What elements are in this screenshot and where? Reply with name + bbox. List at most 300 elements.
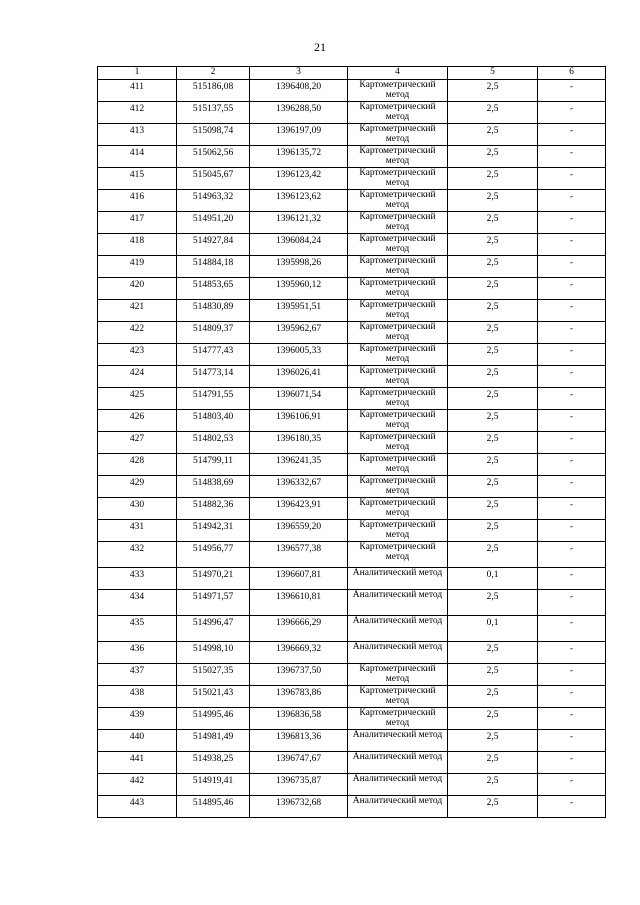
cell-text: - [569, 434, 574, 444]
x-coordinate-cell [177, 344, 250, 366]
cell-text: - [569, 570, 574, 580]
point-number-cell [98, 664, 177, 686]
point-number-cell [98, 146, 177, 168]
cell-text: Картометрический метод [359, 388, 436, 408]
y-coordinate-cell [250, 568, 348, 590]
accuracy-cell [448, 520, 538, 542]
x-coordinate-cell [177, 730, 250, 752]
method-cell [348, 590, 448, 616]
cell-text: 441 [129, 754, 145, 764]
note-cell [538, 752, 606, 774]
note-cell [538, 454, 606, 476]
cell-text: 1396197,09 [275, 126, 322, 136]
cell-text: Аналитический метод [352, 730, 443, 740]
table-row [98, 410, 606, 432]
y-coordinate-cell [250, 686, 348, 708]
cell-text: 415 [129, 170, 145, 180]
y-coordinate-cell [250, 366, 348, 388]
x-coordinate-cell [177, 190, 250, 212]
cell-text: 2,5 [486, 82, 499, 92]
x-coordinate-cell [177, 752, 250, 774]
cell-text: 514938,25 [192, 754, 234, 764]
cell-text: 2,5 [486, 214, 499, 224]
accuracy-cell [448, 388, 538, 410]
cell-text: Картометрический метод [359, 366, 436, 386]
cell-text: 2,5 [486, 798, 499, 808]
accuracy-cell [448, 234, 538, 256]
point-number-cell [98, 568, 177, 590]
table-row [98, 642, 606, 664]
method-cell [348, 146, 448, 168]
x-coordinate-cell [177, 542, 250, 568]
table-row [98, 80, 606, 102]
y-coordinate-cell [250, 190, 348, 212]
cell-text: 2,5 [486, 434, 499, 444]
cell-text: 514996,47 [192, 618, 234, 628]
y-coordinate-cell [250, 590, 348, 616]
cell-text: 515098,74 [192, 126, 234, 136]
method-cell [348, 568, 448, 590]
note-cell [538, 344, 606, 366]
cell-text: - [569, 754, 574, 764]
x-coordinate-cell [177, 102, 250, 124]
cell-text: 1396423,91 [275, 500, 322, 510]
method-cell [348, 730, 448, 752]
cell-text: 414 [129, 148, 145, 158]
cell-text: 2,5 [486, 478, 499, 488]
cell-text: 2,5 [486, 192, 499, 202]
cell-text: 431 [129, 522, 145, 532]
cell-text: 1396813,36 [275, 732, 322, 742]
cell-text: 442 [129, 776, 145, 786]
x-coordinate-cell [177, 590, 250, 616]
cell-text: 1396577,38 [275, 544, 322, 554]
x-coordinate-cell [177, 300, 250, 322]
x-coordinate-cell [177, 432, 250, 454]
x-coordinate-cell [177, 80, 250, 102]
method-cell [348, 300, 448, 322]
cell-text: Картометрический метод [359, 322, 436, 342]
note-cell [538, 568, 606, 590]
y-coordinate-cell [250, 642, 348, 664]
cell-text: 1396735,87 [275, 776, 322, 786]
cell-text: - [569, 170, 574, 180]
cell-text: Картометрический метод [359, 190, 436, 210]
accuracy-cell [448, 146, 538, 168]
cell-text: 2,5 [486, 302, 499, 312]
note-cell [538, 146, 606, 168]
accuracy-cell [448, 774, 538, 796]
method-cell [348, 542, 448, 568]
y-coordinate-cell [250, 616, 348, 642]
table-header-row [98, 67, 606, 80]
method-cell [348, 366, 448, 388]
column-header: 5 [448, 67, 538, 80]
cell-text: 1396288,50 [275, 104, 322, 114]
cell-text: 440 [129, 732, 145, 742]
note-cell [538, 796, 606, 818]
cell-text: - [569, 126, 574, 136]
point-number-cell [98, 256, 177, 278]
accuracy-cell [448, 454, 538, 476]
point-number-cell [98, 300, 177, 322]
cell-text: Картометрический метод [359, 278, 436, 298]
method-cell [348, 168, 448, 190]
point-number-cell [98, 476, 177, 498]
cell-text: 2,5 [486, 644, 499, 654]
cell-text: 514799,11 [192, 456, 234, 466]
cell-text: 514942,31 [192, 522, 234, 532]
cell-text: 515062,56 [192, 148, 234, 158]
table-row [98, 476, 606, 498]
accuracy-cell [448, 256, 538, 278]
y-coordinate-cell [250, 796, 348, 818]
y-coordinate-cell [250, 234, 348, 256]
point-number-cell [98, 410, 177, 432]
cell-text: 1396071,54 [275, 390, 322, 400]
method-cell [348, 796, 448, 818]
cell-text: 416 [129, 192, 145, 202]
x-coordinate-cell [177, 388, 250, 410]
table-row [98, 498, 606, 520]
accuracy-cell [448, 730, 538, 752]
method-cell [348, 124, 448, 146]
cell-text: 2,5 [486, 280, 499, 290]
cell-text: - [569, 732, 574, 742]
table-row [98, 344, 606, 366]
point-number-cell [98, 212, 177, 234]
note-cell [538, 212, 606, 234]
cell-text: 1396666,29 [275, 618, 322, 628]
x-coordinate-cell [177, 708, 250, 730]
y-coordinate-cell [250, 256, 348, 278]
cell-text: - [569, 688, 574, 698]
y-coordinate-cell [250, 388, 348, 410]
point-number-cell [98, 322, 177, 344]
cell-text: - [569, 544, 574, 554]
table-row [98, 212, 606, 234]
cell-text: 1396135,72 [275, 148, 322, 158]
cell-text: 2,5 [486, 390, 499, 400]
cell-text: 1396737,50 [275, 666, 322, 676]
y-coordinate-cell [250, 454, 348, 476]
table-row [98, 774, 606, 796]
table-row [98, 322, 606, 344]
table-row [98, 388, 606, 410]
accuracy-cell [448, 124, 538, 146]
cell-text: 514884,18 [192, 258, 234, 268]
cell-text: 1396180,35 [275, 434, 322, 444]
accuracy-cell [448, 410, 538, 432]
method-cell [348, 212, 448, 234]
y-coordinate-cell [250, 410, 348, 432]
x-coordinate-cell [177, 322, 250, 344]
y-coordinate-cell [250, 664, 348, 686]
cell-text: - [569, 192, 574, 202]
cell-text: - [569, 148, 574, 158]
cell-text: 514919,41 [192, 776, 234, 786]
accuracy-cell [448, 432, 538, 454]
note-cell [538, 432, 606, 454]
accuracy-cell [448, 542, 538, 568]
cell-text: 514838,69 [192, 478, 234, 488]
cell-text: 1395960,12 [275, 280, 322, 290]
point-number-cell [98, 708, 177, 730]
cell-text: 433 [129, 570, 145, 580]
cell-text: Картометрический метод [359, 432, 436, 452]
cell-text: - [569, 412, 574, 422]
y-coordinate-cell [250, 774, 348, 796]
y-coordinate-cell [250, 124, 348, 146]
method-cell [348, 410, 448, 432]
cell-text: Аналитический метод [352, 774, 443, 784]
note-cell [538, 708, 606, 730]
cell-text: 1396084,24 [275, 236, 322, 246]
column-header: 6 [538, 67, 606, 80]
table-row [98, 752, 606, 774]
note-cell [538, 774, 606, 796]
note-cell [538, 410, 606, 432]
cell-text: - [569, 798, 574, 808]
method-cell [348, 686, 448, 708]
note-cell [538, 80, 606, 102]
y-coordinate-cell [250, 102, 348, 124]
note-cell [538, 542, 606, 568]
point-number-cell [98, 190, 177, 212]
note-cell [538, 520, 606, 542]
accuracy-cell [448, 590, 538, 616]
note-cell [538, 234, 606, 256]
cell-text: - [569, 324, 574, 334]
method-cell [348, 752, 448, 774]
cell-text: 428 [129, 456, 145, 466]
method-cell [348, 322, 448, 344]
page-number: 21 [314, 40, 326, 54]
cell-text: 2,5 [486, 592, 499, 602]
cell-text: 515045,67 [192, 170, 234, 180]
note-cell [538, 498, 606, 520]
cell-text: Картометрический метод [359, 344, 436, 364]
y-coordinate-cell [250, 278, 348, 300]
method-cell [348, 432, 448, 454]
y-coordinate-cell [250, 476, 348, 498]
x-coordinate-cell [177, 212, 250, 234]
y-coordinate-cell [250, 542, 348, 568]
x-coordinate-cell [177, 686, 250, 708]
accuracy-cell [448, 616, 538, 642]
cell-text: 0,1 [486, 618, 499, 628]
table-row [98, 234, 606, 256]
cell-text: 2,5 [486, 126, 499, 136]
cell-text: 514895,46 [192, 798, 234, 808]
cell-text: Картометрический метод [359, 542, 436, 562]
note-cell [538, 686, 606, 708]
table-row [98, 102, 606, 124]
note-cell [538, 124, 606, 146]
method-cell [348, 520, 448, 542]
x-coordinate-cell [177, 642, 250, 664]
cell-text: 515027,35 [192, 666, 234, 676]
cell-text: 2,5 [486, 324, 499, 334]
cell-text: 1396732,68 [275, 798, 322, 808]
y-coordinate-cell [250, 730, 348, 752]
method-cell [348, 454, 448, 476]
cell-text: - [569, 710, 574, 720]
cell-text: 514956,77 [192, 544, 234, 554]
table-row [98, 300, 606, 322]
cell-text: 514809,37 [192, 324, 234, 334]
cell-text: 1395962,67 [275, 324, 322, 334]
cell-text: 421 [129, 302, 145, 312]
x-coordinate-cell [177, 256, 250, 278]
cell-text: 1396026,41 [275, 368, 322, 378]
accuracy-cell [448, 168, 538, 190]
accuracy-cell [448, 796, 538, 818]
accuracy-cell [448, 322, 538, 344]
cell-text: 514963,32 [192, 192, 234, 202]
table-row [98, 568, 606, 590]
cell-text: 1395951,51 [275, 302, 322, 312]
x-coordinate-cell [177, 234, 250, 256]
cell-text: 443 [129, 798, 145, 808]
point-number-cell [98, 520, 177, 542]
cell-text: 1396783,86 [275, 688, 322, 698]
cell-text: 426 [129, 412, 145, 422]
cell-text: 2,5 [486, 776, 499, 786]
point-number-cell [98, 366, 177, 388]
y-coordinate-cell [250, 300, 348, 322]
cell-text: 422 [129, 324, 145, 334]
cell-text: 1396669,32 [275, 644, 322, 654]
cell-text: 514853,65 [192, 280, 234, 290]
cell-text: - [569, 104, 574, 114]
accuracy-cell [448, 344, 538, 366]
cell-text: Картометрический метод [359, 80, 436, 100]
cell-text: Картометрический метод [359, 708, 436, 728]
accuracy-cell [448, 642, 538, 664]
accuracy-cell [448, 752, 538, 774]
x-coordinate-cell [177, 476, 250, 498]
note-cell [538, 102, 606, 124]
cell-text: 2,5 [486, 754, 499, 764]
cell-text: 1396106,91 [275, 412, 322, 422]
note-cell [538, 642, 606, 664]
cell-text: 514802,53 [192, 434, 234, 444]
cell-text: Картометрический метод [359, 410, 436, 430]
cell-text: 514971,57 [192, 592, 234, 602]
point-number-cell [98, 80, 177, 102]
y-coordinate-cell [250, 752, 348, 774]
cell-text: 2,5 [486, 104, 499, 114]
x-coordinate-cell [177, 278, 250, 300]
cell-text: 1396123,42 [275, 170, 322, 180]
cell-text: 515021,43 [192, 688, 234, 698]
column-header: 3 [250, 67, 348, 80]
cell-text: - [569, 522, 574, 532]
point-number-cell [98, 686, 177, 708]
table-row [98, 708, 606, 730]
point-number-cell [98, 642, 177, 664]
point-number-cell [98, 278, 177, 300]
cell-text: 515137,55 [192, 104, 234, 114]
table-row [98, 146, 606, 168]
table-row [98, 168, 606, 190]
cell-text: 514830,89 [192, 302, 234, 312]
cell-text: 418 [129, 236, 145, 246]
cell-text: - [569, 214, 574, 224]
method-cell [348, 234, 448, 256]
note-cell [538, 590, 606, 616]
cell-text: 2,5 [486, 456, 499, 466]
cell-text: 412 [129, 104, 145, 114]
cell-text: Картометрический метод [359, 256, 436, 276]
method-cell [348, 344, 448, 366]
cell-text: - [569, 666, 574, 676]
accuracy-cell [448, 80, 538, 102]
cell-text: Картометрический метод [359, 234, 436, 254]
y-coordinate-cell [250, 146, 348, 168]
cell-text: 434 [129, 592, 145, 602]
cell-text: - [569, 592, 574, 602]
cell-text: - [569, 500, 574, 510]
method-cell [348, 498, 448, 520]
cell-text: 1396747,67 [275, 754, 322, 764]
cell-text: - [569, 280, 574, 290]
table-row [98, 730, 606, 752]
x-coordinate-cell [177, 410, 250, 432]
point-number-cell [98, 542, 177, 568]
cell-text: 2,5 [486, 666, 499, 676]
cell-text: 2,5 [486, 412, 499, 422]
column-header: 1 [98, 67, 177, 80]
cell-text: 2,5 [486, 688, 499, 698]
cell-text: - [569, 390, 574, 400]
y-coordinate-cell [250, 432, 348, 454]
cell-text: 514995,46 [192, 710, 234, 720]
cell-text: Картометрический метод [359, 102, 436, 122]
cell-text: - [569, 236, 574, 246]
cell-text: 0,1 [486, 570, 499, 580]
point-number-cell [98, 774, 177, 796]
cell-text: Картометрический метод [359, 686, 436, 706]
cell-text: 1396332,67 [275, 478, 322, 488]
point-number-cell [98, 616, 177, 642]
table-body [98, 80, 606, 818]
method-cell [348, 80, 448, 102]
method-cell [348, 476, 448, 498]
x-coordinate-cell [177, 498, 250, 520]
y-coordinate-cell [250, 80, 348, 102]
y-coordinate-cell [250, 498, 348, 520]
note-cell [538, 168, 606, 190]
accuracy-cell [448, 300, 538, 322]
cell-text: 514803,40 [192, 412, 234, 422]
point-number-cell [98, 124, 177, 146]
table-row [98, 454, 606, 476]
table-row [98, 256, 606, 278]
cell-text: Картометрический метод [359, 476, 436, 496]
point-number-cell [98, 730, 177, 752]
note-cell [538, 730, 606, 752]
cell-text: 2,5 [486, 710, 499, 720]
note-cell [538, 366, 606, 388]
x-coordinate-cell [177, 124, 250, 146]
cell-text: 1395998,26 [275, 258, 322, 268]
point-number-cell [98, 388, 177, 410]
method-cell [348, 642, 448, 664]
cell-text: 425 [129, 390, 145, 400]
y-coordinate-cell [250, 168, 348, 190]
